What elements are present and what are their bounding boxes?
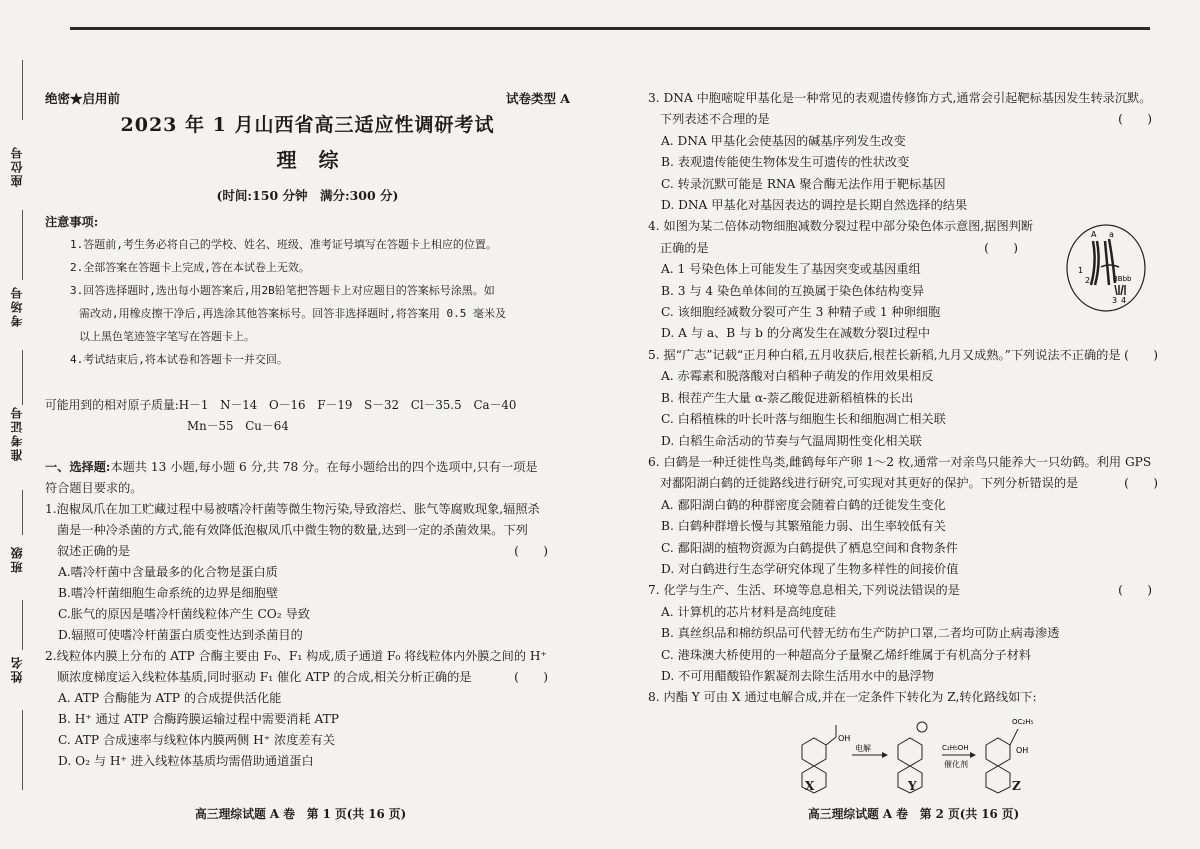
label-z: Z [1012, 779, 1021, 793]
question-5-line [648, 345, 1158, 366]
class-label: 班级 [10, 545, 24, 573]
question-3-line: 3. DNA 中胞嘧啶甲基化是一种常见的表观遗传修饰方式,通常会引起靶标基因发生转录沉默。 [648, 91, 1152, 105]
option-d: D. O₂ 与 H⁺ 进入线粒体基质均需借助通道蛋白 [58, 754, 314, 768]
page-footer-right: 高三理综试题 A 卷 第 2 页(共 16 页) [808, 807, 1020, 821]
option-d: D. DNA 甲基化对基因表达的调控是长期自然选择的结果 [661, 198, 968, 213]
paper-type: 试卷类型 A [505, 91, 570, 106]
exam-title: 2023 年 1 月山西省高三适应性调研考试 [120, 114, 495, 136]
section-title: 一、选择题: [45, 460, 111, 474]
oh-label: OH [838, 734, 851, 743]
question-2-line: 2.线粒体内膜上分布的 ATP 合酶主要由 F₀、F₁ 构成,质子通道 F₀ 将线粒体内外膜之间的 H⁺ [45, 649, 547, 663]
secret-label: 绝密★启用前 [45, 91, 121, 106]
option-d: D. A 与 a、B 与 b 的分离发生在减数分裂Ⅰ过程中 [661, 326, 931, 341]
question-6-line: 6. 白鹤是一种迁徙性鸟类,雌鹤每年产卵 1～2 枚,通常一对亲鸟只能养大一只幼鹤。利用 GPS [648, 454, 1152, 469]
answer-bracket: ( ) [984, 240, 1018, 255]
chromatids-3-4 [1115, 285, 1125, 295]
section-text-cont: 符合题目要求的。 [45, 481, 143, 495]
option-c: C. ATP 合成速率与线粒体内膜两侧 H⁺ 浓度差有关 [58, 733, 335, 747]
oh-label-z: OH [1016, 746, 1029, 755]
binding-line [22, 210, 23, 280]
question-8-line: 8. 内酯 Y 可由 X 通过电解合成,并在一定条件下转化为 Z,转化路线如下: [648, 690, 1037, 705]
question-3-line [648, 109, 1158, 130]
time-info: (时间:150 分钟 满分:300 分) [216, 188, 399, 203]
question-5-text: 5. 据“广志”记载“正月种白稻,五月收获后,根茬长新稻,九月又成熟。”下列说法不正确的是 [648, 347, 1121, 362]
answer-bracket: ( ) [514, 544, 548, 558]
option-b: B. 白鹤种群增长慢与其繁殖能力弱、出生率较低有关 [661, 519, 946, 534]
crossover [1101, 265, 1119, 267]
option-a: A. ATP 合酶能为 ATP 的合成提供活化能 [58, 691, 282, 705]
question-1-line [45, 541, 570, 562]
chromosome-1 [1091, 241, 1099, 285]
ticket-label: 准考证号 [10, 405, 24, 461]
subject-title: 理综 [276, 148, 361, 172]
arrow-1-head [882, 752, 888, 758]
label-1: 1 [1078, 266, 1084, 275]
question-1-line: 1.泡椒凤爪在加工贮藏过程中易被嗜冷杆菌等微生物污染,导致溶烂、胀气等腐败现象,辐照杀 [45, 502, 540, 516]
binding-line [22, 490, 23, 535]
note-item: 4.考试结束后,将本试卷和答题卡一并交回。 [70, 353, 288, 366]
question-2-text: 顺浓度梯度运入线粒体基质,同时驱动 F₁ 催化 ATP 的合成,相关分析正确的是 [57, 670, 472, 684]
question-4-text: 正确的是 [660, 240, 709, 255]
option-b: B.嗜冷杆菌细胞生命系统的边界是细胞壁 [58, 586, 279, 600]
option-a: A. DNA 甲基化会使基因的碱基序列发生改变 [661, 133, 906, 148]
arrow-2-top: C₂H₅OH [942, 744, 969, 752]
note-item: 1.答题前,考生务必将自己的学校、姓名、班级、准考证号填写在答题卡上相应的位置。 [70, 238, 497, 251]
section-text: 本题共 13 小题,每小题 6 分,共 78 分。在每小题给出的四个选项中,只有一项是 [110, 460, 538, 474]
binding-line [22, 60, 23, 120]
question-6-text: 对鄱阳湖白鹤的迁徙路线进行研究,可实现对其更好的保护。下列分析错误的是 [660, 476, 1079, 491]
seat-label: 座位号 [10, 145, 24, 187]
label-a: a [1109, 230, 1114, 239]
name-label: 姓名 [10, 655, 24, 683]
question-1-line: 菌是一种冷杀菌的方式,能有效降低泡椒凤爪中微生物的数量,达到一定的杀菌效果。下列 [57, 523, 528, 537]
answer-bracket: ( ) [1118, 112, 1152, 127]
option-c: C. 转录沉默可能是 RNA 聚合酶无法作用于靶标基因 [661, 176, 946, 191]
note-item: 3.回答选择题时,选出每小题答案后,用2B铅笔把答题卡上对应题目的答案标号涂黑。如 [70, 284, 495, 297]
page-footer-left: 高三理综试题 A 卷 第 1 页(共 16 页) [195, 807, 407, 821]
reaction-scheme [790, 715, 1050, 797]
section-heading [45, 457, 570, 478]
chromosome-figure [1065, 223, 1147, 313]
option-c: C.胀气的原因是嗜冷杆菌线粒体产生 CO₂ 导致 [58, 607, 310, 621]
option-a: A. 鄱阳湖白鹤的种群密度会随着白鹤的迁徙发生变化 [661, 497, 946, 512]
option-d: D.辐照可使嗜冷杆菌蛋白质变性达到杀菌目的 [58, 628, 303, 642]
note-item: 需改动,用橡皮擦干净后,再选涂其他答案标号。回答非选择题时,将答案用 0.5 毫米及 [79, 307, 506, 320]
binding-strip [0, 60, 40, 800]
binding-line [22, 710, 23, 790]
atomic-masses-cont: Mn－55 Cu－64 [187, 419, 289, 433]
note-item: 2.全部答案在答题卡上完成,答在本试卷上无效。 [70, 261, 310, 274]
arrow-2-head [970, 752, 976, 758]
atomic-masses: 可能用到的相对原子质量:H－1 N－14 O－16 F－19 S－32 Cl－35.5 Ca－40 [45, 398, 517, 412]
option-d: D. 白稻生命活动的节奏与气温周期性变化相关联 [661, 433, 922, 448]
answer-bracket: ( ) [1118, 583, 1152, 598]
label-4: 4 [1121, 296, 1127, 305]
question-4-line [648, 238, 1028, 259]
left-page [45, 88, 570, 772]
label-y: Y [908, 779, 917, 793]
option-c: C. 港珠澳大桥使用的一种超高分子量聚乙烯纤维属于有机高分子材料 [661, 647, 1032, 662]
label-3: 3 [1112, 296, 1118, 305]
header-row [45, 88, 570, 109]
option-a: A.嗜冷杆菌中含量最多的化合物是蛋白质 [58, 565, 278, 579]
binding-line [22, 350, 23, 405]
option-b: B. 真丝织品和棉纺织品可代替无纺布生产防护口罩,二者均可防止病毒渗透 [661, 626, 1060, 641]
binding-line [22, 600, 23, 650]
exam-room-label: 考场号 [10, 285, 24, 327]
top-rule [70, 27, 1150, 30]
note-item: 以上黑色笔迹签字笔写在答题卡上。 [79, 330, 255, 343]
ester-label: OC₂H₅ [1012, 718, 1034, 726]
question-2-line [45, 667, 570, 688]
question-3-text: 下列表述不合理的是 [660, 112, 770, 127]
option-d: D. 对白鹤进行生态学研究体现了生物多样性的间接价值 [661, 561, 959, 576]
answer-bracket: ( ) [514, 670, 548, 684]
question-6-line [648, 473, 1158, 494]
option-b: B. 3 与 4 染色单体间的互换属于染色体结构变异 [661, 283, 925, 298]
answer-bracket: ( ) [1124, 347, 1158, 362]
answer-bracket: ( ) [1124, 476, 1158, 491]
question-1-text: 叙述正确的是 [57, 544, 131, 558]
option-a: A. 计算机的芯片材料是高纯度硅 [661, 604, 836, 619]
option-b: B. 表观遗传能使生物体发生可遗传的性状改变 [661, 155, 910, 170]
molecule-z [986, 718, 1033, 793]
label-A: A [1091, 230, 1097, 239]
label-BBbb: BBbb [1113, 275, 1132, 283]
option-c: C. 白稻植株的叶长叶落与细胞生长和细胞凋亡相关联 [661, 412, 946, 427]
right-page [648, 88, 1158, 709]
option-c: C. 该细胞经减数分裂可产生 3 种精子或 1 种卵细胞 [661, 305, 941, 320]
arrow-2-bottom: 催化剂 [944, 760, 968, 769]
question-7-text: 7. 化学与生产、生活、环境等息息相关,下列说法错误的是 [648, 583, 960, 598]
option-b: B. H⁺ 通过 ATP 合酶跨膜运输过程中需要消耗 ATP [58, 712, 340, 726]
question-4-line: 4. 如图为某二倍体动物细胞减数分裂过程中部分染色体示意图,据图判断 [648, 219, 1034, 234]
option-c: C. 鄱阳湖的植物资源为白鹤提供了栖息空间和食物条件 [661, 540, 958, 555]
label-2: 2 [1085, 276, 1091, 285]
option-d: D. 不可用醋酸铅作絮凝剂去除生活用水中的悬浮物 [661, 668, 935, 683]
notes-heading: 注意事项: [45, 215, 99, 229]
option-a: A. 1 号染色体上可能发生了基因突变或基因重组 [661, 262, 921, 277]
option-a: A. 赤霉素和脱落酸对白稻种子萌发的作用效果相反 [661, 369, 934, 384]
option-b: B. 根茬产生大量 α-萘乙酸促进新稻植株的长出 [661, 390, 914, 405]
label-x: X [805, 779, 815, 793]
arrow-1-label: 电解 [855, 744, 871, 753]
question-7-line [648, 580, 1158, 601]
